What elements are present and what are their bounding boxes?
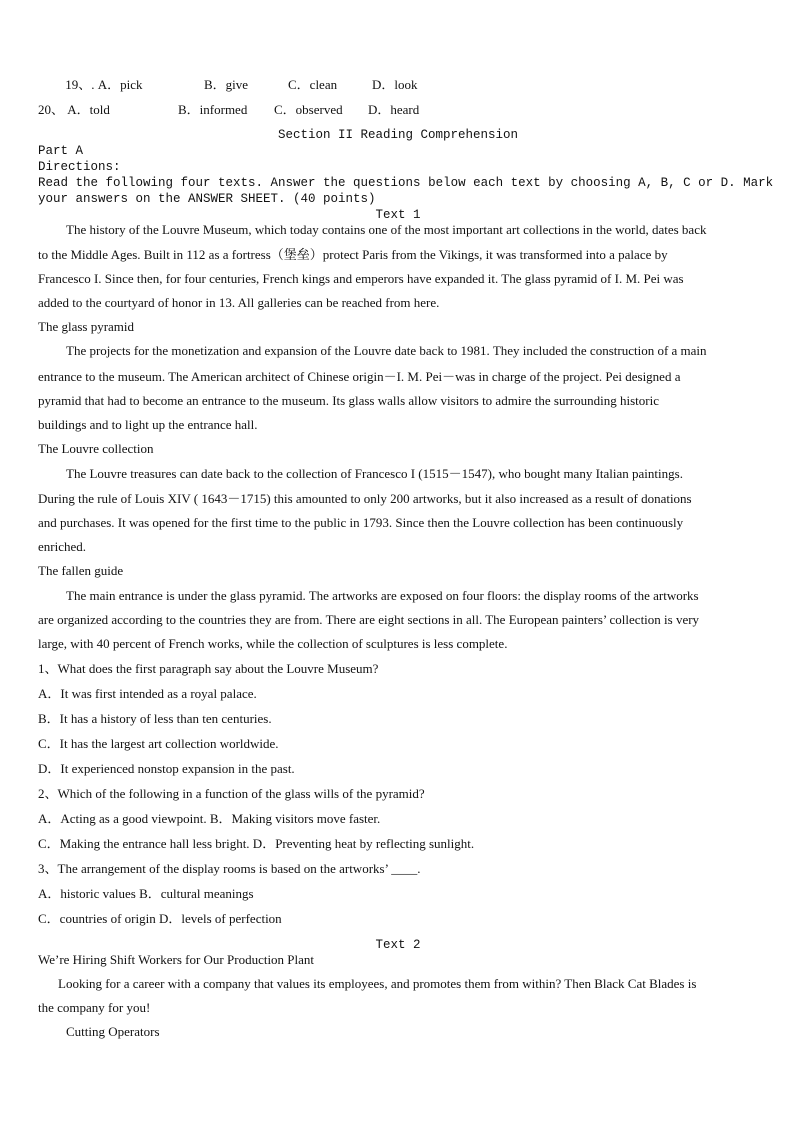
answer-option: A．historic values B．cultural meanings [38,886,254,901]
paragraph-line: buildings and to light up the entrance hall. [38,417,258,432]
question-stem: 1、What does the first paragraph say about the Louvre Museum? [38,661,379,676]
paragraph-line: large, with 40 percent of French works, while the collection of sculptures is less complete. [38,636,508,651]
part-label: Part A [38,144,84,158]
option-b: B．informed [178,102,248,117]
directions-text: Read the following four texts. Answer the questions below each text by choosing A, B, C or D. Mark [38,176,774,190]
paragraph-line: added to the courtyard of honor in 13. All galleries can be reached from here. [38,295,440,310]
subheading: The fallen guide [38,563,124,578]
paragraph-line: During the rule of Louis XIV ( 1643－1715) this amounted to only 200 artworks, but it also increased as a result of donations [38,491,692,506]
paragraph-line: to the Middle Ages. Built in 112 as a fortress（堡垒）protect Paris from the Vikings, it was transformed into a palace by [38,247,668,262]
answer-option: C．Making the entrance hall less bright. D．Preventing heat by reflecting sunlight. [38,836,475,851]
paragraph-line: the company for you! [38,1000,151,1015]
question-19-options [62,77,782,93]
section-title: Section II Reading Comprehension [277,128,519,142]
paragraph-line: and purchases. It was opened for the first time to the public in 1793. Since then the Louvre collection has been continuously [38,515,684,530]
paragraph-line: enriched. [38,539,87,554]
directions-text: your answers on the ANSWER SHEET. (40 points) [38,192,376,206]
text2-title: Text 2 [375,938,421,952]
directions-label: Directions: [38,160,121,174]
paragraph-line: The history of the Louvre Museum, which today contains one of the most important art collections in the world, dates back [66,222,707,237]
subheading: The Louvre collection [38,441,154,456]
subheading: Cutting Operators [66,1024,160,1039]
answer-option: C．countries of origin D．levels of perfection [38,911,282,926]
answer-option: C．It has the largest art collection worldwide. [38,736,279,751]
option-d: D．look [372,77,418,92]
option-b: B．give [204,77,249,92]
answer-option: A．Acting as a good viewpoint. B．Making visitors move faster. [38,811,381,826]
text1-title: Text 1 [375,208,421,222]
paragraph-line: The main entrance is under the glass pyramid. The artworks are exposed on four floors: the display rooms of the artworks [66,588,699,603]
answer-option: D．It experienced nonstop expansion in the past. [38,761,295,776]
option-d: D．heard [368,102,420,117]
paragraph-line: Looking for a career with a company that values its employees, and promotes them from within? Then Black Cat Blades is [58,976,697,991]
option-a: A．pick [97,77,143,92]
answer-option: A．It was first intended as a royal palace. [38,686,257,701]
paragraph-line: entrance to the museum. The American architect of Chinese origin－I. M. Pei－was in charge of the project. Pei designed a [38,369,681,384]
paragraph-line: Francesco I. Since then, for four centuries, French kings and emperors have expanded it. The glass pyramid of I. M. Pei was [38,271,684,286]
answer-option: B．It has a history of less than ten centuries. [38,711,272,726]
subheading: The glass pyramid [38,319,135,334]
paragraph-line: are organized according to the countries they are from. There are eight sections in all. The European painters’ collection is very [38,612,700,627]
question-20-options [38,102,758,118]
paragraph-line: The projects for the monetization and expansion of the Louvre date back to 1981. They included the construction of a main [66,343,707,358]
question-stem: 2、Which of the following in a function of the glass wills of the pyramid? [38,786,425,801]
paragraph-line: pyramid that had to become an entrance to the museum. Its glass walls allow visitors to admire the surrounding historic [38,393,659,408]
question-stem: 3、The arrangement of the display rooms is based on the artworks’ ____. [38,861,421,876]
option-c: C．clean [288,77,338,92]
option-c: C．observed [274,102,343,117]
option-a: A．told [67,102,110,117]
question-number: 20、 [38,102,65,117]
paragraph-line: The Louvre treasures can date back to the collection of Francesco I (1515－1547), who bought many Italian paintings. [66,466,683,481]
question-number: 19、. [65,77,95,92]
ad-headline: We’re Hiring Shift Workers for Our Production Plant [38,952,315,967]
